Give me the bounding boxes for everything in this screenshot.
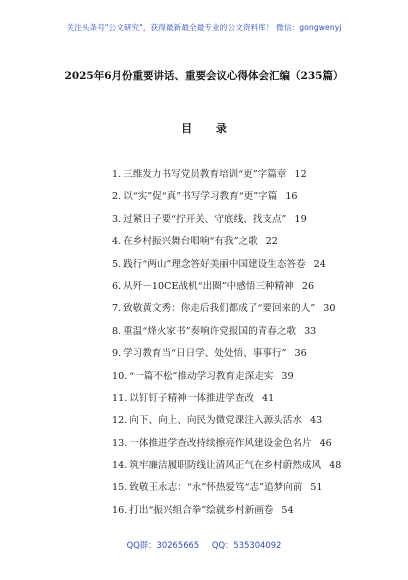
toc-entry-page: 41 bbox=[261, 392, 275, 404]
footer-qq-group: QQ群：30265665 bbox=[126, 540, 200, 550]
toc-heading: 目 录 bbox=[181, 122, 237, 135]
toc-entry-number: 2. bbox=[112, 191, 122, 203]
toc-entry-page: 46 bbox=[319, 437, 332, 449]
toc-entry-page: 30 bbox=[323, 303, 336, 315]
toc-entry[interactable] bbox=[112, 231, 402, 253]
toc-entry[interactable] bbox=[112, 366, 402, 388]
toc-entry-page: 16 bbox=[285, 191, 298, 203]
toc-entry[interactable] bbox=[112, 500, 402, 522]
toc-entry-number: 5. bbox=[112, 258, 122, 270]
toc-entry-title: 致敬王永志：“永”怀热爱笃“志”追梦向前 bbox=[129, 482, 303, 494]
toc-entry[interactable] bbox=[112, 410, 402, 432]
toc-entry-number: 13. bbox=[112, 437, 128, 449]
document-title: 2025年6月份重要讲话、重要会议心得体会汇编（235篇） bbox=[64, 70, 344, 82]
toc-entry[interactable] bbox=[112, 209, 402, 231]
toc-entry-title: 在乡村振兴舞台唱响“有我”之歌 bbox=[123, 236, 258, 248]
toc-entry-title: 以钉钉子精神一体推进学查改 bbox=[129, 392, 254, 404]
toc-entry[interactable] bbox=[112, 186, 402, 208]
toc-entry-number: 10. bbox=[112, 370, 128, 382]
toc-entry-page: 22 bbox=[265, 236, 278, 248]
toc-entry[interactable] bbox=[112, 254, 402, 276]
toc-entry-title: 致敬黄文秀：你走后我们都成了“要回来的人” bbox=[123, 303, 316, 315]
toc-entry-page: 33 bbox=[304, 325, 317, 337]
toc-entry-number: 1. bbox=[112, 169, 122, 180]
toc-entry-number: 11. bbox=[112, 392, 128, 404]
toc-entry-number: 14. bbox=[112, 460, 128, 472]
toc-entry-title: 筑牢廉洁履职防线让清风正气在乡村蔚然成风 bbox=[129, 460, 322, 472]
toc-entry-page: 39 bbox=[281, 370, 294, 382]
toc-entry-number: 4. bbox=[112, 236, 122, 248]
toc-entry-page: 48 bbox=[329, 460, 342, 472]
toc-entry-page: 26 bbox=[301, 280, 315, 292]
toc-entry-title: 以“实”促“真”书写学习教育“更”字篇 bbox=[123, 191, 278, 203]
toc-entry-number: 8. bbox=[112, 325, 122, 337]
toc-entry-page: 43 bbox=[309, 415, 323, 427]
footer-qq: QQ：535304092 bbox=[211, 540, 282, 550]
footer-contact bbox=[0, 539, 408, 551]
toc-entry-title: 重温“烽火家书”奏响许党报国的青春之歌 bbox=[123, 325, 297, 337]
toc-entry-number: 16. bbox=[112, 504, 128, 516]
toc-entry-number: 15. bbox=[112, 482, 128, 494]
toc-entry-title: 向下、向上、向民为微党课注入源头活水 bbox=[129, 415, 302, 427]
toc-entry-number: 6. bbox=[112, 280, 122, 292]
toc-entry-title: “一篇不松”推动学习教育走深走实 bbox=[129, 370, 274, 382]
toc-entry[interactable] bbox=[112, 321, 402, 343]
toc-entry-page: 19 bbox=[294, 213, 307, 225]
toc-entry-page: 24 bbox=[313, 258, 326, 270]
toc-entry-number: 7. bbox=[112, 303, 122, 315]
toc-entry[interactable] bbox=[112, 388, 402, 410]
toc-entry-title: 一体推进学查改持续擦亮作风建设金色名片 bbox=[129, 437, 312, 449]
toc-entry[interactable] bbox=[112, 433, 402, 455]
toc-entry-title: 学习教育当“日日学、处处悟、事事行” bbox=[123, 348, 287, 360]
toc-entry[interactable] bbox=[112, 298, 402, 320]
table-of-contents bbox=[112, 164, 402, 522]
toc-entry[interactable] bbox=[112, 477, 402, 499]
toc-entry-title: 打出“振兴组合拳”绘就乡村新画卷 bbox=[129, 504, 274, 516]
toc-entry-title: 三维发力书写党员教育培训“更”字篇章 bbox=[123, 169, 287, 180]
toc-entry-page: 51 bbox=[310, 482, 323, 494]
toc-entry-page: 12 bbox=[294, 169, 307, 180]
toc-entry-page: 54 bbox=[281, 504, 294, 516]
toc-entry-number: 12. bbox=[112, 415, 128, 427]
header-notice: 关注头条号"公文研究"，获得最新最全最专业的公文资料库！ 微信：gongwenyj bbox=[66, 23, 342, 32]
toc-entry[interactable] bbox=[112, 455, 402, 477]
toc-entry[interactable] bbox=[112, 276, 402, 298]
toc-entry[interactable] bbox=[112, 343, 402, 365]
toc-entry-title: 过紧日子要“拧开关、守底线、找支点” bbox=[123, 213, 287, 225]
toc-entry[interactable] bbox=[112, 164, 402, 186]
toc-entry-number: 9. bbox=[112, 348, 122, 360]
toc-entry-title: 从歼－10CE战机“出圈”中感悟三种精神 bbox=[123, 280, 294, 292]
toc-entry-page: 36 bbox=[294, 348, 307, 360]
toc-entry-title: 践行“两山”理念答好美丽中国建设生态答卷 bbox=[123, 258, 306, 270]
toc-entry-number: 3. bbox=[112, 213, 122, 225]
